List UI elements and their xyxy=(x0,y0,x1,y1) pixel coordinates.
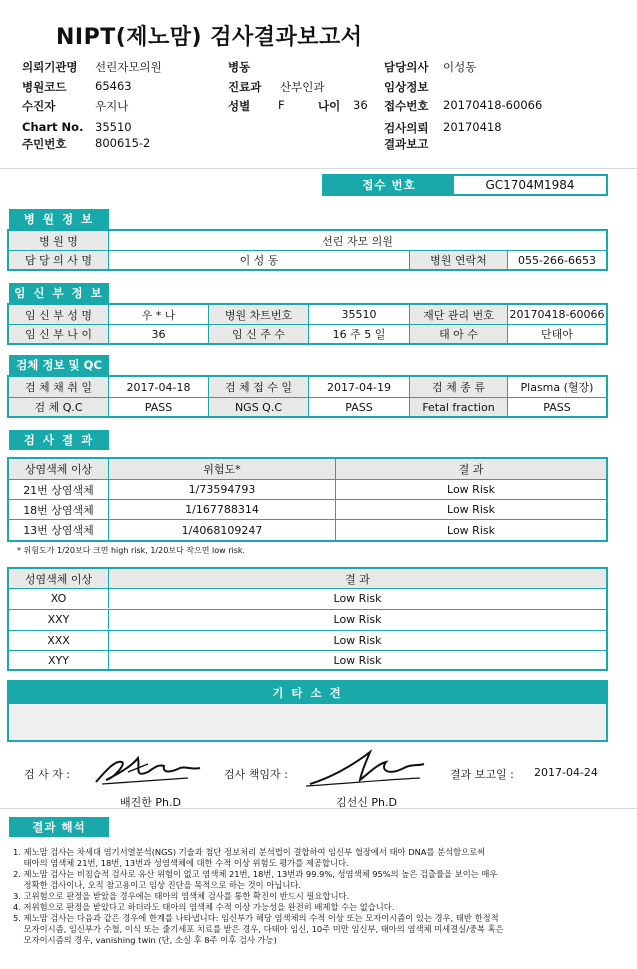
chromosome-13-result: Low Risk xyxy=(447,523,495,537)
department-value: 산부인과 xyxy=(280,80,325,94)
xyy-result: Low Risk xyxy=(333,653,382,667)
other-findings-title: 기 타 소 견 xyxy=(9,682,606,704)
table-row xyxy=(9,520,606,540)
chromosome-21-result: Low Risk xyxy=(447,483,495,496)
chromosome-21-risk: 1/73594793 xyxy=(109,480,336,499)
interpretation-line-5b: 모자이시즘, 임신부가 수혈, 이식 또는 줄기세포 치료를 받은 경우, 다태아 임신, 10주 미만 임신부, 태아의 염색체 미세결실/중복 혹은 xyxy=(13,924,504,934)
chromosome-13-label: 13번 상염색체 xyxy=(9,520,109,540)
patient-name-value: 우 * 나 xyxy=(109,305,209,324)
risk-footnote: * 위험도가 1/20보다 크면 high risk, 1/20보다 작으면 low risk. xyxy=(17,546,246,555)
ward-label: 병동 xyxy=(228,60,251,74)
hospital-code-label: 병원코드 xyxy=(22,80,67,94)
receipt-value: GC1704M1984 xyxy=(485,178,575,192)
specimen-type-value: Plasma (혈장) xyxy=(520,381,594,394)
department-label: 진료과 xyxy=(228,80,262,94)
hospital-code-value: 65463 xyxy=(95,79,132,93)
sex-label: 성별 xyxy=(228,99,251,113)
sex-result-header: 결 과 xyxy=(109,569,606,588)
tester-name: 배진한 Ph.D xyxy=(120,796,181,809)
xyy-label: XYY xyxy=(9,651,109,669)
age-label: 나이 xyxy=(318,99,341,113)
autosome-header: 상염색체 이상 xyxy=(9,459,109,479)
chromosome-21-label: 21번 상염색체 xyxy=(9,480,109,499)
xxx-result: Low Risk xyxy=(333,634,382,647)
hospital-name-value: 선린 자모 의원 xyxy=(322,234,393,248)
risk-header: 위험도* xyxy=(109,459,336,479)
receive-date-value: 2017-04-19 xyxy=(309,377,410,397)
xxy-label: XXY xyxy=(9,610,109,629)
page-title: NIPT(제노맘) 검사결과보고서 xyxy=(56,25,363,50)
hospital-name-label: 병 원 명 xyxy=(9,231,109,250)
report-date-label: 결과 보고일 : xyxy=(450,768,514,781)
receipt-number-value: 20170418-60066 xyxy=(443,98,543,112)
receipt-label: 접수 번호 xyxy=(324,176,454,194)
pregnancy-weeks-label: 임 신 주 수 xyxy=(209,325,309,343)
report-label: 결과보고 xyxy=(384,137,429,151)
interpretation-line-3: 3. 고위험으로 판정을 받았을 경우에는 태아의 염색체 검사를 통한 확진이 반드시 필요합니다. xyxy=(13,891,350,901)
interpretation-line-5: 5. 제노맘 검사는 다음과 같은 경우에 한계를 나타냅니다: 임신부가 해당 염색체의 수적 이상 또는 모자이시즘이 있는 경우, 태반 한정적 xyxy=(13,913,499,923)
sex-chromosome-table xyxy=(7,567,608,671)
table-row xyxy=(9,500,606,519)
hospital-name-label: 의뢰기관명 xyxy=(22,60,78,74)
sex-value: F xyxy=(278,98,285,112)
interpretation-line-1b: 태아의 염색체 21번, 18번, 13번과 성염색체에 대한 수적 이상 위험도 평가를 제공합니다. xyxy=(13,858,349,868)
doctor-value: 이성동 xyxy=(443,60,477,74)
interpretation-line-5c: 모자이시즘의 경우, vanishing twin (단, 소실 후 8주 이후 검사 가능) xyxy=(13,935,277,945)
table-row xyxy=(9,480,606,499)
responsible-signature-icon xyxy=(300,744,430,790)
table-row xyxy=(9,631,606,650)
collection-date-label: 검 체 채 취 일 xyxy=(9,377,109,397)
fetal-fraction-value: PASS xyxy=(543,400,571,414)
fetus-count-value: 단태아 xyxy=(541,328,573,341)
interpretation-section-title: 결과 해석 xyxy=(9,817,109,837)
autosome-results-table xyxy=(7,457,608,542)
xo-label: XO xyxy=(9,589,109,608)
patient-info-table xyxy=(7,303,608,345)
doctor-name-label: 담 당 의 사 명 xyxy=(9,251,109,269)
chart-number-label: 병원 차트번호 xyxy=(209,305,309,324)
result-header: 결 과 xyxy=(336,459,606,479)
ngs-qc-value: PASS xyxy=(309,398,410,416)
pregnancy-weeks-value: 16 주 5 일 xyxy=(309,325,410,343)
chart-no-label: Chart No. xyxy=(22,120,84,134)
request-date-label: 검사의뢰 xyxy=(384,121,429,135)
interpretation-line-4: 4. 저위험으로 판정을 받았다고 하더라도 태아의 염색체 수적 이상 가능성을 완전히 배제할 수는 없습니다. xyxy=(13,902,395,912)
patient-info-section-title: 임 신 부 정 보 xyxy=(9,283,109,303)
receipt-box xyxy=(322,174,608,196)
receipt-number-label: 접수번호 xyxy=(384,99,429,113)
doctor-label: 담당의사 xyxy=(384,60,429,74)
foundation-number-value: 20170418-60066 xyxy=(509,308,605,321)
sex-chromosome-header: 성염색체 이상 xyxy=(9,569,109,588)
interpretation-line-2: 2. 제노맘 검사는 비침습적 검사로 유산 위험이 없고 염색체 21번, 18번, 13번과 99.9%, 성염색체 95%의 높은 검출률을 보이는 매우 xyxy=(13,869,498,879)
specimen-table xyxy=(7,375,608,418)
collection-date-value: 2017-04-18 xyxy=(109,377,209,397)
resident-number-value: 800615-2 xyxy=(95,136,151,150)
report-date-value: 2017-04-24 xyxy=(534,766,598,779)
hospital-contact-label: 병원 연락처 xyxy=(410,251,508,269)
chromosome-13-risk: 1/4068109247 xyxy=(109,520,336,540)
table-row xyxy=(9,610,606,629)
xxx-label: XXX xyxy=(9,631,109,650)
interpretation-line-2b: 정확한 검사이나, 오직 참고용이고 임상 진단을 목적으로 하는 것이 아닙니다. xyxy=(13,880,302,890)
tester-label: 검 사 자 : xyxy=(24,768,71,781)
ngs-qc-label: NGS Q.C xyxy=(209,398,309,416)
patient-age-value: 36 xyxy=(109,325,209,343)
tester-signature-icon xyxy=(88,748,208,790)
hospital-name-value: 선린자모의원 xyxy=(95,60,162,74)
chart-no-value: 35510 xyxy=(95,120,132,134)
chromosome-18-result: Low Risk xyxy=(447,503,495,516)
fetus-count-label: 태 아 수 xyxy=(410,325,508,343)
patient-name-label: 임 신 부 성 명 xyxy=(9,305,109,324)
age-value: 36 xyxy=(353,98,368,112)
chromosome-18-label: 18번 상염색체 xyxy=(9,500,109,519)
interpretation-list xyxy=(13,847,629,946)
hospital-info-table xyxy=(7,229,608,271)
specimen-qc-value: PASS xyxy=(109,398,209,416)
table-row xyxy=(9,589,606,608)
patient-label: 수진자 xyxy=(22,99,56,113)
resident-number-label: 주민번호 xyxy=(22,137,67,151)
xxy-result: Low Risk xyxy=(333,613,382,626)
patient-value: 우지나 xyxy=(95,99,129,113)
responsible-label: 검사 책임자 : xyxy=(224,768,288,781)
chart-number-value: 35510 xyxy=(309,305,410,324)
responsible-name: 김선신 Ph.D xyxy=(336,796,397,809)
patient-age-label: 임 신 부 나 이 xyxy=(9,325,109,343)
doctor-name-value: 이 성 동 xyxy=(109,251,410,269)
clinical-info-label: 임상정보 xyxy=(384,80,429,94)
hospital-contact-value: 055-266-6653 xyxy=(518,253,596,267)
specimen-qc-label: 검 체 Q.C xyxy=(9,398,109,416)
receive-date-label: 검 체 접 수 일 xyxy=(209,377,309,397)
specimen-type-label: 검 체 종 류 xyxy=(410,377,508,397)
hospital-info-section-title: 병 원 정 보 xyxy=(9,209,109,229)
fetal-fraction-label: Fetal fraction xyxy=(410,398,508,416)
xo-result: Low Risk xyxy=(333,592,382,605)
request-date-value: 20170418 xyxy=(443,120,502,134)
results-section-title: 검 사 결 과 xyxy=(9,430,109,450)
specimen-section-title: 검체 정보 및 QC xyxy=(9,355,109,375)
interpretation-line-1: 1. 제노맘 검사는 차세대 염기서열분석(NGS) 기술과 첨단 정보처리 분석법이 결합하여 임신부 혈장에서 태아 DNA를 분석함으로써 xyxy=(13,847,486,857)
foundation-number-label: 재단 관리 번호 xyxy=(410,305,508,324)
other-findings-content xyxy=(9,704,606,740)
table-row xyxy=(9,651,606,669)
other-findings-box xyxy=(7,680,608,742)
chromosome-18-risk: 1/167788314 xyxy=(109,500,336,519)
